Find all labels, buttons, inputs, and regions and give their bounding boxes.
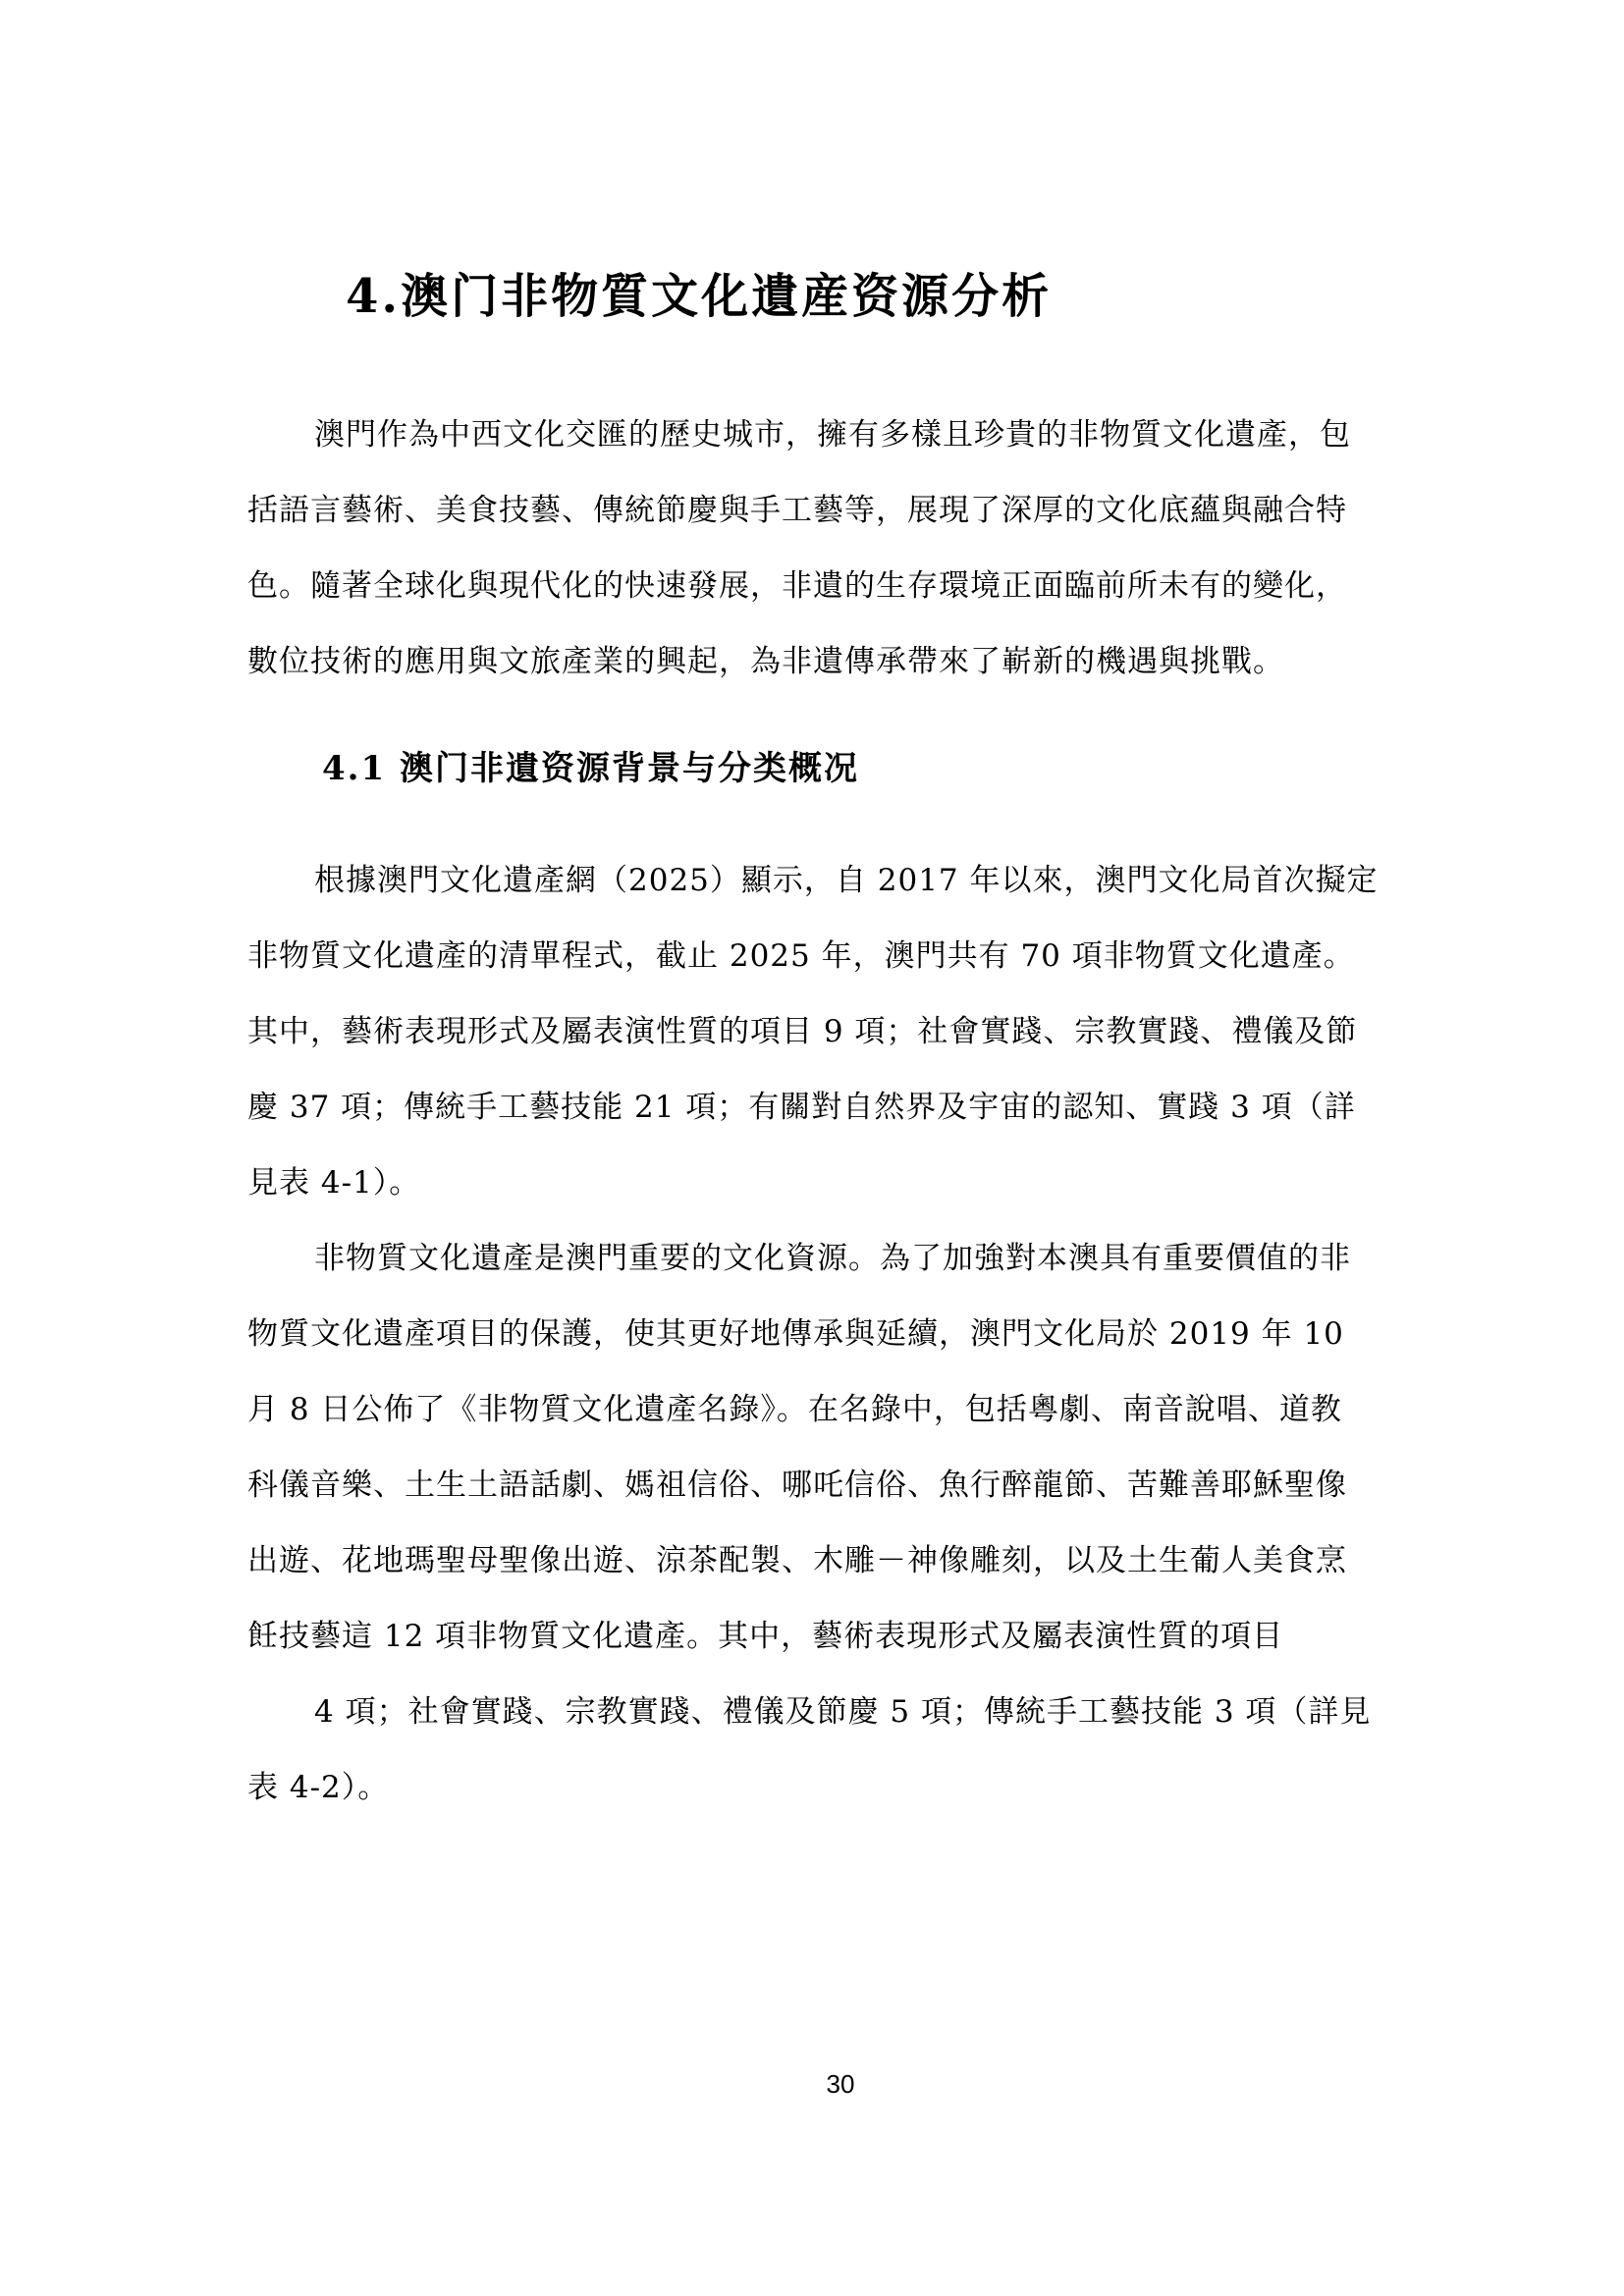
intro-line: 澳門作為中西文化交匯的歷史城市，擁有多樣且珍貴的非物質文化遺產，包 xyxy=(314,417,1351,453)
para2-line: 非物質文化遺產是澳門重要的文化資源。為了加強對本澳具有重要價值的非 xyxy=(314,1241,1351,1276)
chapter-title: 4.澳门非物質文化遺産资源分析 xyxy=(346,269,1053,324)
para1-line: 見表 4-1）。 xyxy=(247,1165,421,1201)
para1-line: 非物質文化遺產的清單程式，截止 2025 年，澳門共有 70 項非物質文化遺產。 xyxy=(247,938,1355,974)
intro-line: 色。隨著全球化與現代化的快速發展，非遺的生存環境正面臨前所未有的變化， xyxy=(247,568,1347,604)
para3-line: 4 項；社會實踐、宗教實踐、禮儀及節慶 5 項；傳統手工藝技能 3 項（詳見 xyxy=(314,1694,1372,1730)
para2-line: 飪技藝這 12 項非物質文化遺產。其中，藝術表現形式及屬表演性質的項目 xyxy=(247,1619,1284,1654)
para2-line: 出遊、花地瑪聖母聖像出遊、涼茶配製、木雕－神像雕刻，以及土生葡人美食烹 xyxy=(247,1543,1347,1578)
page-number: 30 xyxy=(826,2069,855,2099)
para2-line: 科儀音樂、土生土語話劇、媽祖信俗、哪吒信俗、魚行醉龍節、苦難善耶穌聖像 xyxy=(247,1468,1347,1503)
para1-line: 慶 37 項；傳統手工藝技能 21 項；有關對自然界及宇宙的認知、實踐 3 項（詳 xyxy=(247,1090,1356,1125)
para3-line: 表 4-2）。 xyxy=(247,1770,390,1805)
para2-line: 月 8 日公佈了《非物質文化遺產名錄》。在名錄中，包括粵劇、南音說唱、道教 xyxy=(247,1392,1342,1427)
para2-line: 物質文化遺產項目的保護，使其更好地傳承與延續，澳門文化局於 2019 年 10 xyxy=(247,1316,1344,1352)
para1-line: 其中，藝術表現形式及屬表演性質的項目 9 項；社會實踐、宗教實踐、禮儀及節 xyxy=(247,1014,1358,1049)
intro-line: 數位技術的應用與文旅產業的興起，為非遺傳承帶來了嶄新的機遇與挑戰。 xyxy=(247,644,1284,679)
para1-line: 根據澳門文化遺產網（2025）顯示，自 2017 年以來，澳門文化局首次擬定 xyxy=(314,863,1379,898)
intro-line: 括語言藝術、美食技藝、傳統節慶與手工藝等，展現了深厚的文化底蘊與融合特 xyxy=(247,493,1347,528)
section-title: 4.1 澳门非遺资源背景与分类概况 xyxy=(322,749,859,788)
